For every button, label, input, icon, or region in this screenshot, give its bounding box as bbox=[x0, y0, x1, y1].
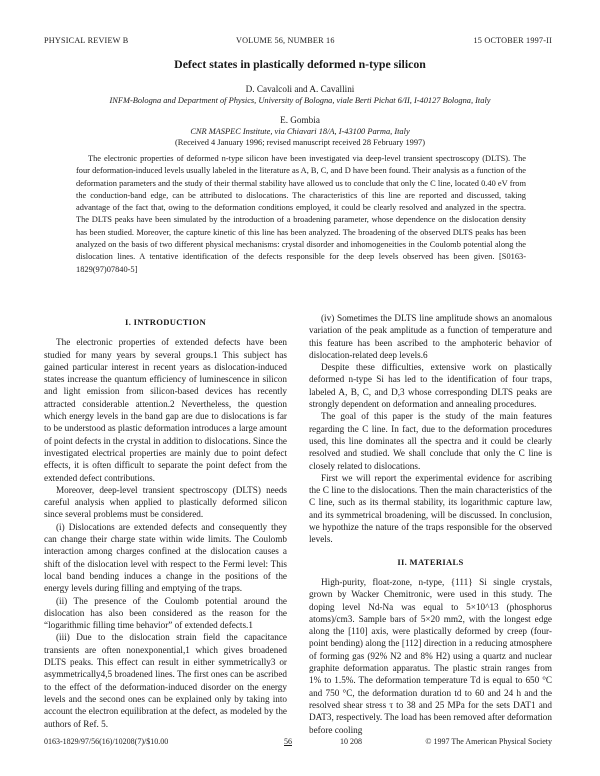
right-column bbox=[309, 312, 552, 736]
copyright: © 1997 The American Physical Society bbox=[425, 737, 552, 746]
paragraph: (ii) The presence of the Coulomb potential around the dislocation has also been considered as the reason for the “logarithmic filling time behavior” of extended defects.1 bbox=[44, 595, 287, 631]
section-heading: II. MATERIALS bbox=[397, 556, 464, 567]
left-column bbox=[44, 312, 287, 730]
page-number: 10 208 bbox=[340, 737, 362, 746]
journal-name: PHYSICAL REVIEW B bbox=[44, 36, 129, 45]
abstract: The electronic properties of deformed n-type silicon have been investigated via deep-level transient spectroscopy (DLTS). The four deformation-induced levels usually labeled in the literature as A, B, C, and D have been found. Their analysis as a function of the deformation parameters and the study of their thermal stability have allowed us to conclude that only the C line, located 0.40 eV from the conduction-band edge, can be attributed to dislocations. The characteristics of this line are reported and discussed, taking advantage of the fact that, owing to the deformation conditions employed, it could be clearly resolved and analyzed in the spectra. The DLTS peaks have been simulated by the introduction of a broadening parameter, whose dependence on the dislocation density has been studied. Moreover, the capture kinetic of this line has been analyzed. The broadening of the observed DLTS peaks has been analyzed on the basis of two different physical mechanisms: crystal disorder and inhomogeneities in the Coulomb potential along the dislocation lines. A tentative identification of the defects responsible for the deep levels observed has been given. [S0163-1829(97)07840-5] bbox=[76, 154, 526, 274]
paper-title: Defect states in plastically deformed n-type silicon bbox=[174, 57, 426, 71]
paragraph: (iii) Due to the dislocation strain field the capacitance transients are often nonexponential,1 which gives broadened DLTS peaks. This effect can result in either symmetrically3 or asymmetrically4,5 broadened lines. The first ones can be ascribed to the effect of the deformation-induced disorder on the energy levels and the second ones can be explained only by taking into account the electron equilibration at the defect, as modeled by the authors of Ref. 5. bbox=[44, 632, 287, 729]
paragraph: The electronic properties of extended defects have been studied for many years by several groups.1 This subject has gained particular interest in recent years as dislocation-induced states increase the quantum efficiency of luminescence in silicon and light emission from silicon-based devices has recently attracted considerable attention.2 Nevertheless, the question which energy levels in the band gap are due to dislocations is far to be understood as plastic deformation introduces a large amount of point defects in the crystal in addition to dislocations. Since the investigated electrical properties are mainly due to point defect effects, it is often difficult to separate the point defect from the extended defect contributions. bbox=[44, 337, 287, 483]
page-footer bbox=[44, 737, 552, 749]
paragraph: High-purity, float-zone, n-type, {111} Si single crystals, grown by Wacker Chemitronic, were used in this study. The doping level Nd-Na was equal to 5×10^13 (phosphorus atoms)/cm3. Sample bars of 5×20 mm2, with the longest edge along the [110] axis, were plastically deformed by creep (four-point bending) along the [112] direction in a reducing atmosphere of forming gas (92% N2 and 8% H2) using a quartz and nuclear graphite deformation apparatus. The plastic strain ranges from 1% to 1.5%. The deformation temperature Td is equal to 650 °C and 750 °C, the deformation duration td to 60 and 24 h and the resolved shear stress τ to 38 and 25 MPa for the sets DAT1 and DAT3, respectively. The load has been removed after deformation before cooling bbox=[309, 576, 552, 735]
issue-date: 15 OCTOBER 1997-II bbox=[473, 36, 552, 45]
section-heading: I. INTRODUCTION bbox=[125, 317, 206, 327]
paragraph: First we will report the experimental evidence for ascribing the C line to the dislocations. Then the main characteristics of the C line, such as its thermal stability, its logarithmic capture law, and its symmetrical broadening, will be discussed. In conclusion, we hypothize the nature of the traps responsible for the observed levels. bbox=[309, 472, 552, 545]
running-head bbox=[44, 36, 552, 48]
paragraph: The goal of this paper is the study of the main features regarding the C line. In fact, due to the deformation procedures used, this line dominates all the spectra and it could be clearly resolved and studied. We shall conclude that only the C line is closely related to dislocations. bbox=[309, 411, 552, 471]
received-dates: (Received 4 January 1996; revised manuscript received 28 February 1997) bbox=[174, 138, 425, 147]
paragraph: (i) Dislocations are extended defects and consequently they can change their charge state within wide limits. The Coulomb interaction among charges confined at the dislocation causes a shift of the dislocation level with respect to the Fermi level: This local band bending induces a change in the positions of the energy levels during filling and emptying of the traps. bbox=[44, 521, 287, 594]
volume-label: 56 bbox=[284, 737, 292, 746]
authors-1: D. Cavalcoli and A. Cavallini bbox=[245, 84, 355, 94]
volume-number: VOLUME 56, NUMBER 16 bbox=[236, 36, 335, 45]
affiliation-2: CNR MASPEC Institute, via Chiavari 18/A, I-43100 Parma, Italy bbox=[190, 127, 410, 136]
authors-2: E. Gombia bbox=[280, 115, 320, 125]
paragraph: Moreover, deep-level transient spectroscopy (DLTS) needs careful analysis when applied to plastically deformed silicon since several problems must be considered. bbox=[44, 484, 287, 520]
paragraph: (iv) Sometimes the DLTS line amplitude shows an anomalous variation of the peak amplitude as a function of temperature and this feature has been ascribed to the amphoteric behavior of dislocation-related deep levels.6 bbox=[309, 313, 552, 360]
affiliation-1: INFM-Bologna and Department of Physics, University of Bologna, viale Berti Pichat 6/II, I-40127 Bologna, Italy bbox=[109, 96, 491, 105]
paragraph: Despite these difficulties, extensive work on plastically deformed n-type Si has led to the identification of four traps, labeled A, B, C, and D,3 whose corresponding DLTS peaks are strongly dependent on deformation and annealing procedures. bbox=[309, 362, 552, 410]
article-code: 0163-1829/97/56(16)/10208(7)/$10.00 bbox=[44, 737, 169, 746]
